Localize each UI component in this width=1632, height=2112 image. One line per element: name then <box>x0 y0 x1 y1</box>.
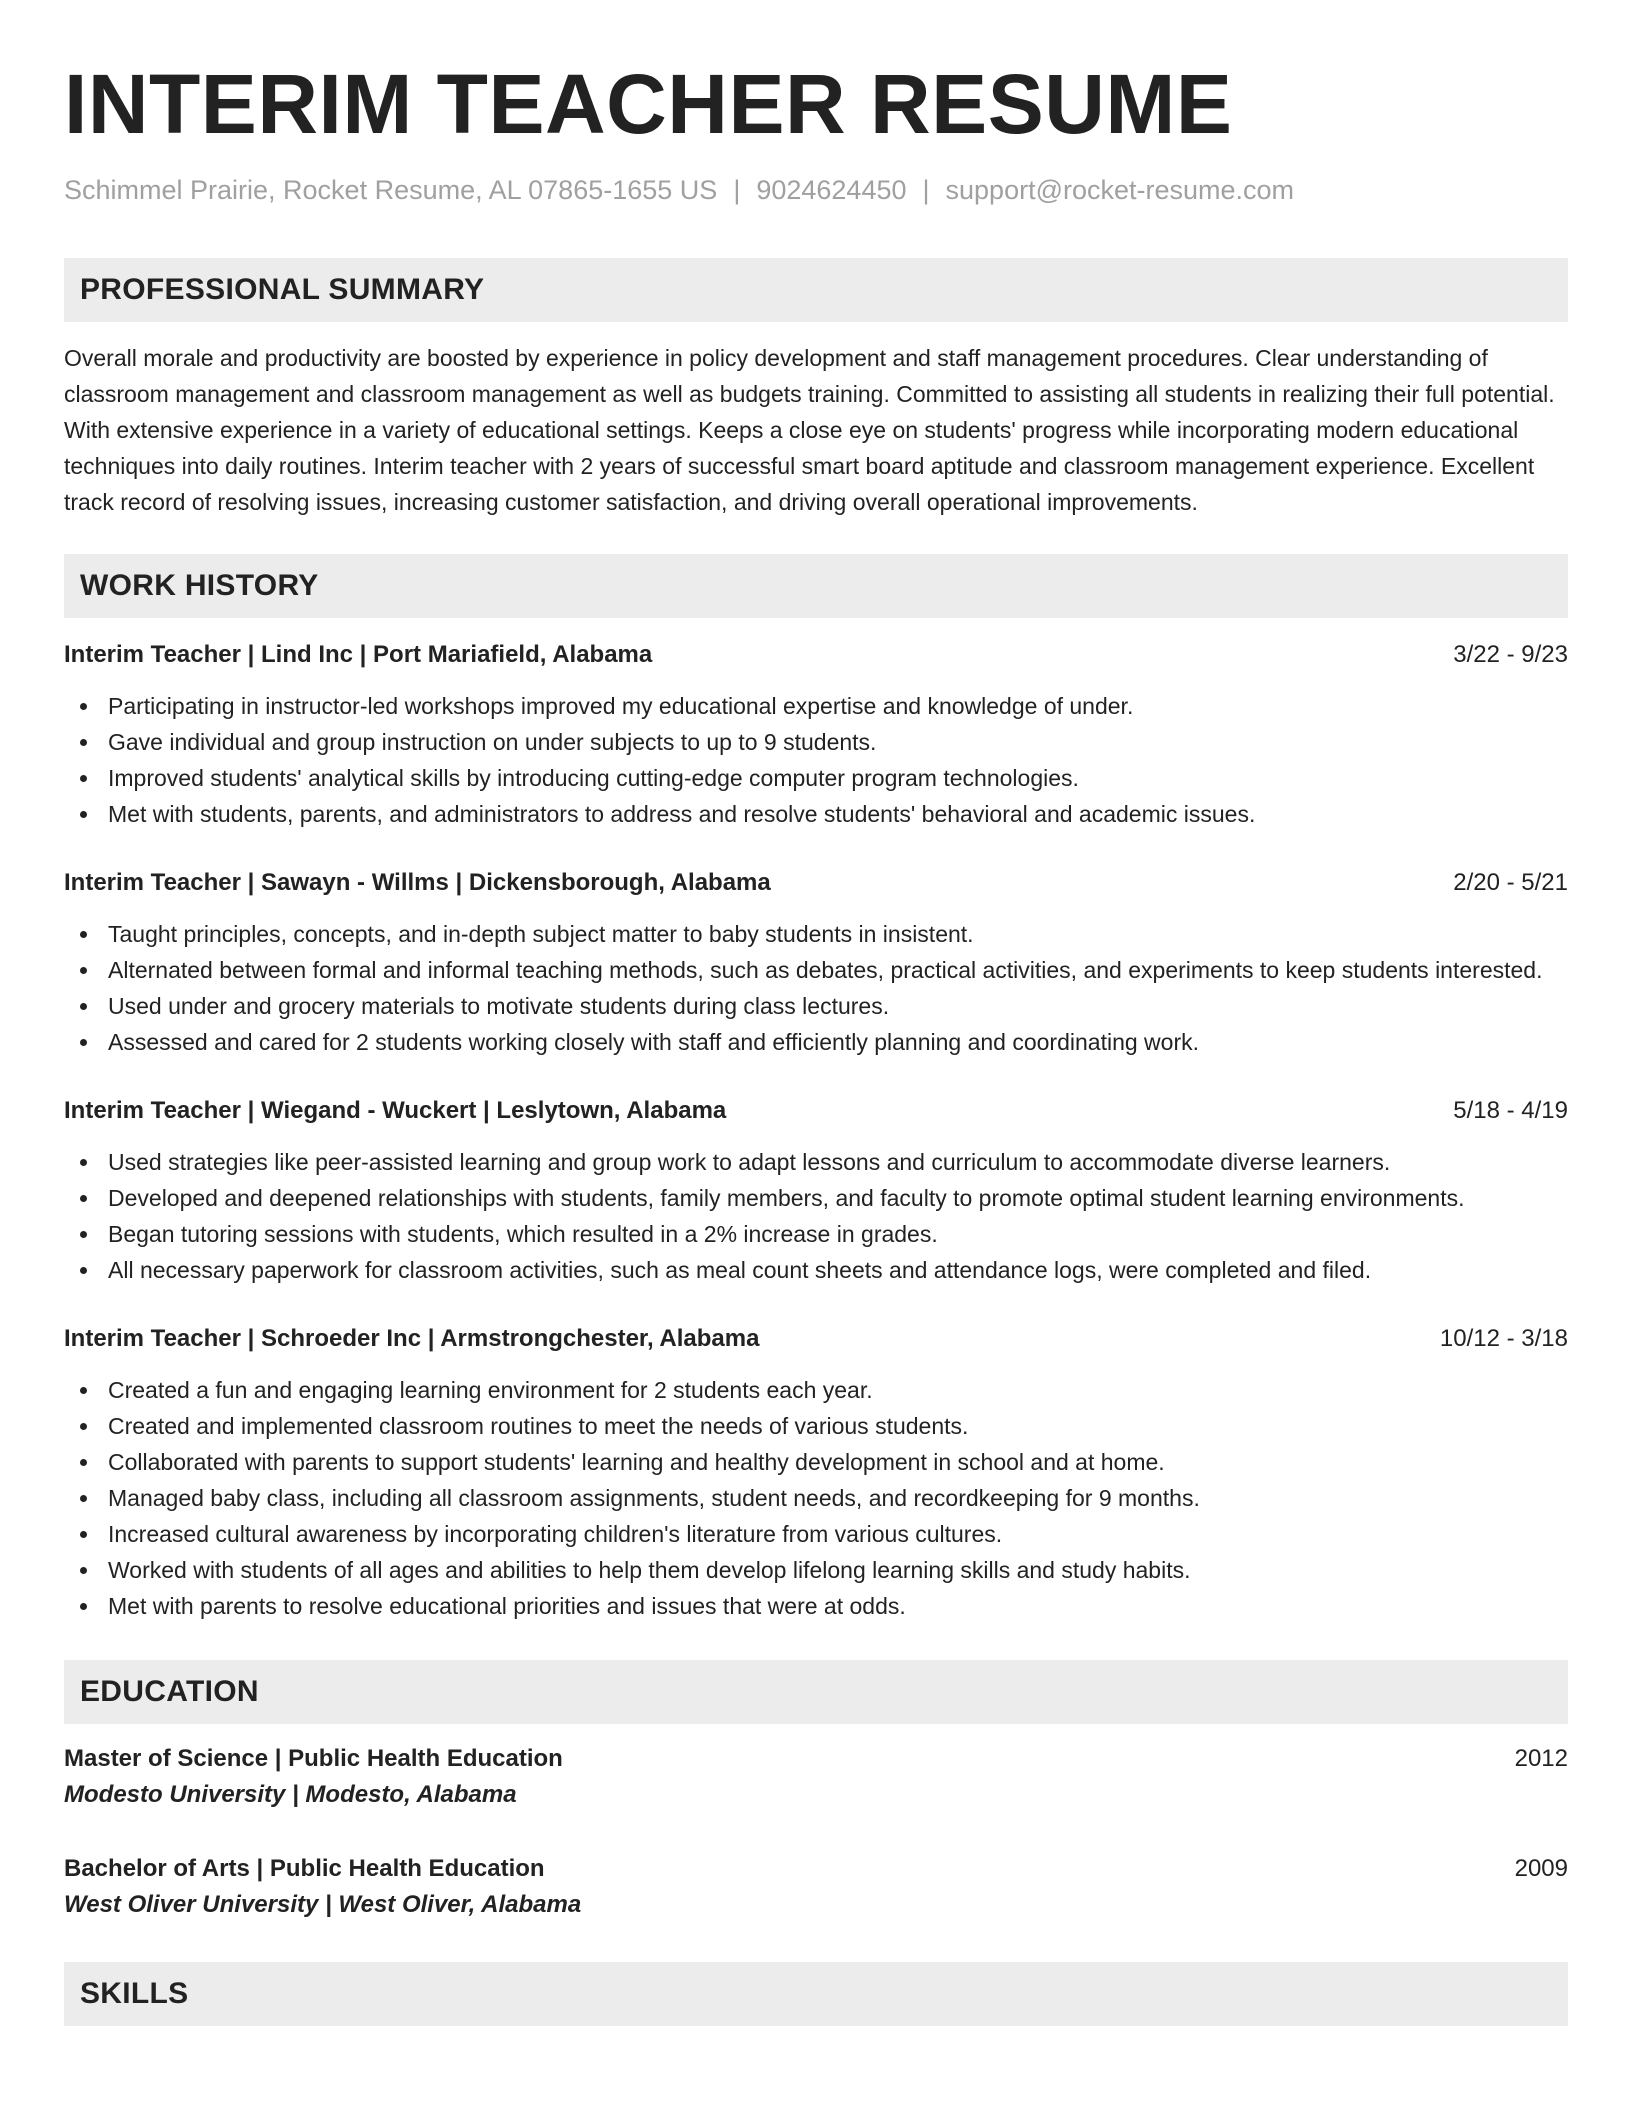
job-dates: 5/18 - 4/19 <box>1453 1097 1568 1124</box>
job-header <box>64 638 1568 672</box>
job-title: Interim Teacher | Wiegand - Wuckert | Leslytown, Alabama <box>64 1097 727 1124</box>
contact-email: support@rocket-resume.com <box>945 175 1295 205</box>
job-dates: 3/22 - 9/23 <box>1453 641 1568 668</box>
job-title: Interim Teacher | Sawayn - Willms | Dickensborough, Alabama <box>64 869 771 896</box>
job-entry <box>64 1322 1568 1624</box>
contact-address: Schimmel Prairie, Rocket Resume, AL 07865-1655 US <box>64 175 718 205</box>
education-year: 2012 <box>1514 1745 1568 1772</box>
job-bullet: Used strategies like peer-assisted learning and group work to adapt lessons and curriculum to accommodate diverse learners. <box>64 1144 1568 1180</box>
job-bullet: Alternated between formal and informal teaching methods, such as debates, practical activities, and experiments to keep students interested. <box>64 952 1568 988</box>
job-bullet: Developed and deepened relationships with students, family members, and faculty to promote optimal student learning environments. <box>64 1180 1568 1216</box>
job-bullet: Met with students, parents, and administrators to address and resolve students' behavioral and academic issues. <box>64 796 1568 832</box>
job-bullet: Created and implemented classroom routines to meet the needs of various students. <box>64 1408 1568 1444</box>
section-heading-education: EDUCATION <box>64 1660 1568 1724</box>
education-school: West Oliver University | West Oliver, Alabama <box>64 1891 582 1918</box>
job-bullets <box>64 916 1568 1060</box>
education-school: Modesto University | Modesto, Alabama <box>64 1781 517 1808</box>
job-bullet: Assessed and cared for 2 students working closely with staff and efficiently planning and coordinating work. <box>64 1024 1568 1060</box>
job-dates: 10/12 - 3/18 <box>1439 1325 1568 1352</box>
education-degree: Master of Science | Public Health Education <box>64 1745 563 1772</box>
section-heading-work-history: WORK HISTORY <box>64 554 1568 618</box>
education-header <box>64 1852 1568 1886</box>
job-title: Interim Teacher | Schroeder Inc | Armstrongchester, Alabama <box>64 1325 760 1352</box>
section-heading-skills: SKILLS <box>64 1962 1568 2026</box>
job-dates: 2/20 - 5/21 <box>1453 869 1568 896</box>
education-entry <box>64 1852 1568 1924</box>
job-entry <box>64 1094 1568 1288</box>
job-title: Interim Teacher | Lind Inc | Port Mariafield, Alabama <box>64 641 653 668</box>
job-bullets <box>64 1144 1568 1288</box>
education-year: 2009 <box>1514 1855 1568 1882</box>
contact-phone: 9024624450 <box>756 175 907 205</box>
job-bullet: Participating in instructor-led workshops improved my educational expertise and knowledge of under. <box>64 688 1568 724</box>
job-bullet: Collaborated with parents to support students' learning and healthy development in school and at home. <box>64 1444 1568 1480</box>
job-header <box>64 866 1568 900</box>
job-bullet: Improved students' analytical skills by introducing cutting-edge computer program technologies. <box>64 760 1568 796</box>
job-entry <box>64 866 1568 1060</box>
job-bullet: All necessary paperwork for classroom activities, such as meal count sheets and attendance logs, were completed and filed. <box>64 1252 1568 1288</box>
job-bullets <box>64 1372 1568 1624</box>
contact-separator: | <box>733 175 741 205</box>
summary-text: Overall morale and productivity are boosted by experience in policy development and staff management procedures. Clear understanding of classroom management and classroom management as well as budgets training. Committed to assisting all students in realizing their full potential. With extensive experience in a variety of educational settings. Keeps a close eye on students' progress while incorporating modern educational techniques into daily routines. Interim teacher with 2 years of successful smart board aptitude and classroom management experience. Excellent track record of resolving issues, increasing customer satisfaction, and driving overall operational improvements. <box>64 345 1555 515</box>
section-heading-summary: PROFESSIONAL SUMMARY <box>64 258 1568 322</box>
contact-line <box>64 172 1568 208</box>
job-header <box>64 1322 1568 1356</box>
job-bullet: Gave individual and group instruction on under subjects to up to 9 students. <box>64 724 1568 760</box>
job-bullet: Increased cultural awareness by incorporating children's literature from various cultures. <box>64 1516 1568 1552</box>
contact-separator: | <box>922 175 930 205</box>
job-bullets <box>64 688 1568 832</box>
resume-title: INTERIM TEACHER RESUME <box>64 57 1233 151</box>
education-degree: Bachelor of Arts | Public Health Education <box>64 1855 545 1882</box>
education-entry <box>64 1742 1568 1814</box>
job-bullet: Worked with students of all ages and abilities to help them develop lifelong learning skills and study habits. <box>64 1552 1568 1588</box>
job-bullet: Met with parents to resolve educational priorities and issues that were at odds. <box>64 1588 1568 1624</box>
job-bullet: Began tutoring sessions with students, which resulted in a 2% increase in grades. <box>64 1216 1568 1252</box>
job-entry <box>64 638 1568 832</box>
job-bullet: Managed baby class, including all classroom assignments, student needs, and recordkeeping for 9 months. <box>64 1480 1568 1516</box>
job-bullet: Created a fun and engaging learning environment for 2 students each year. <box>64 1372 1568 1408</box>
job-bullet: Taught principles, concepts, and in-depth subject matter to baby students in insistent. <box>64 916 1568 952</box>
education-header <box>64 1742 1568 1776</box>
job-header <box>64 1094 1568 1128</box>
job-bullet: Used under and grocery materials to motivate students during class lectures. <box>64 988 1568 1024</box>
